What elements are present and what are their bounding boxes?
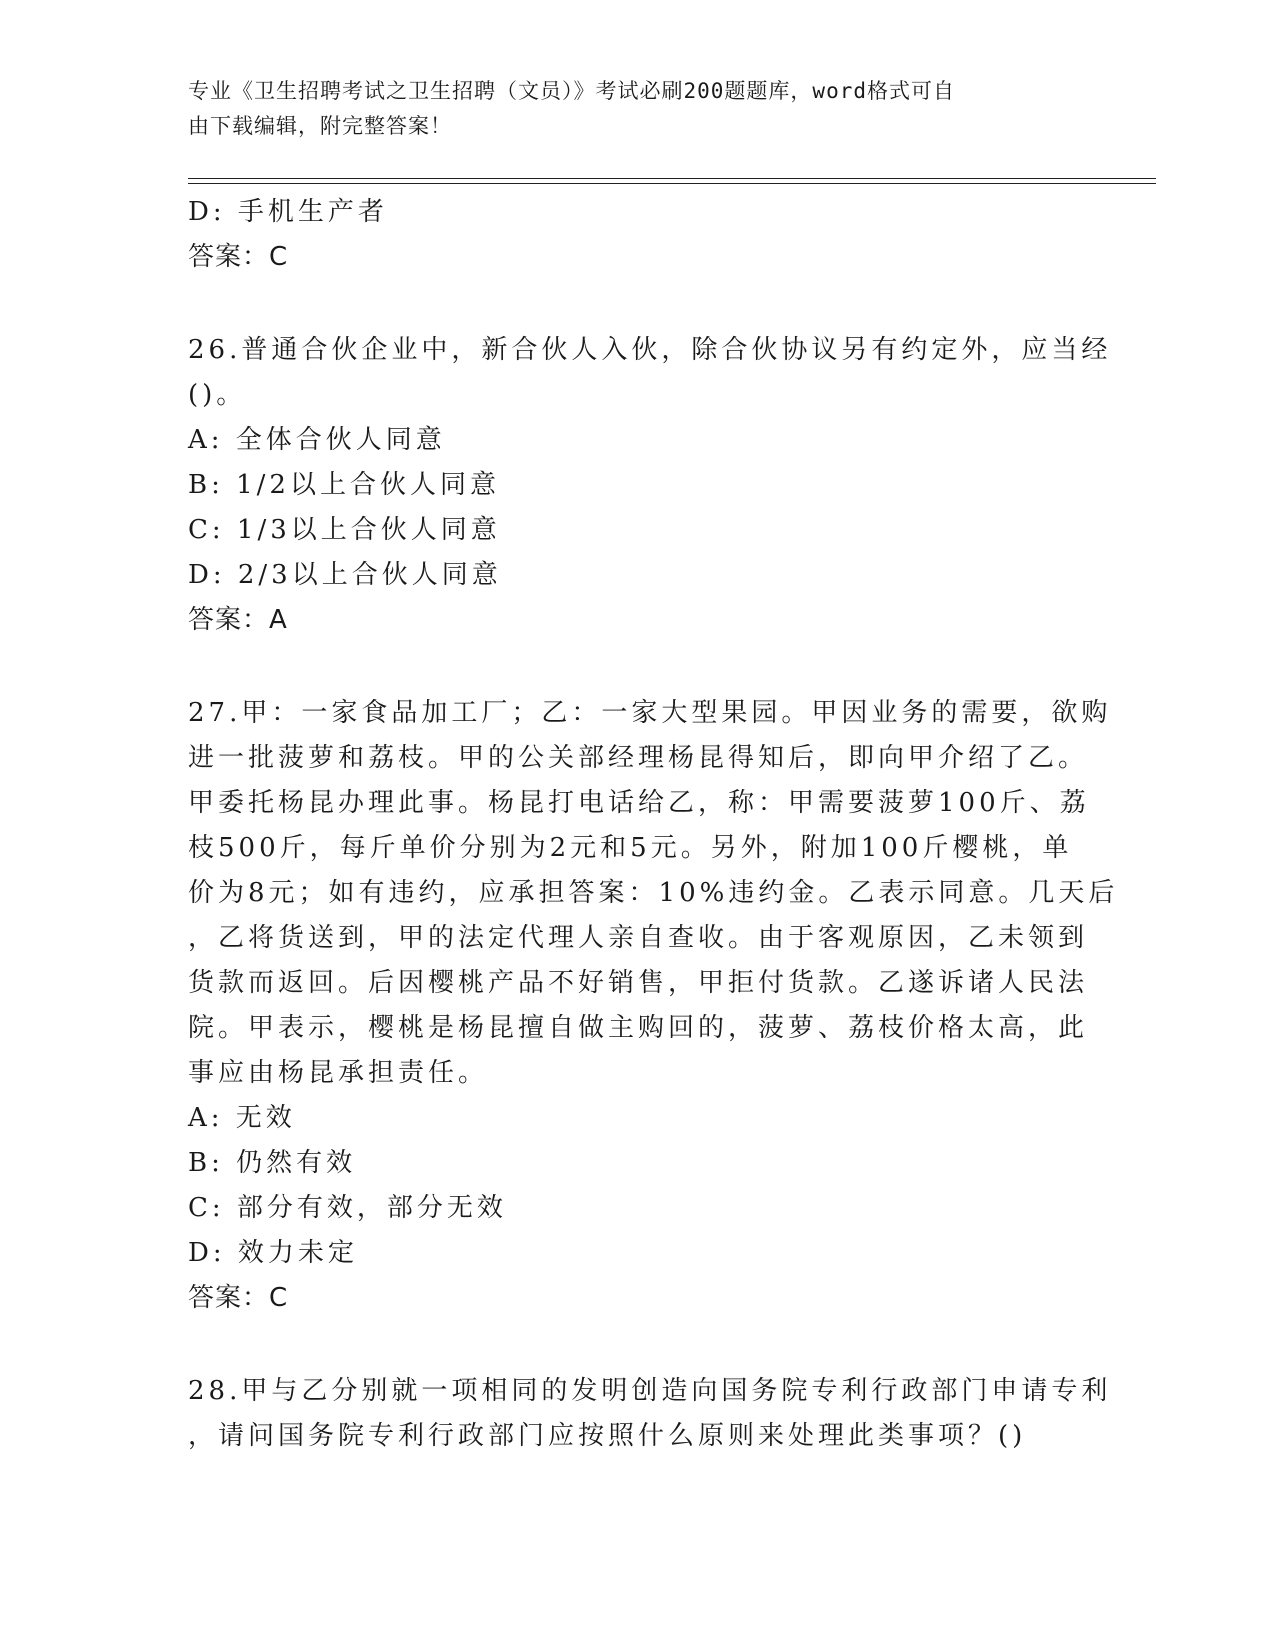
- q27-stem-line: 27.甲：一家食品加工厂；乙：一家大型果园。甲因业务的需要，欲购: [188, 698, 1112, 728]
- q27-stem-line: 事应由杨昆承担责任。: [188, 1058, 489, 1088]
- q27-stem-line: 进一批菠萝和荔枝。甲的公关部经理杨昆得知后，即向甲介绍了乙。: [188, 743, 1089, 773]
- question-28: [188, 1369, 1112, 1459]
- question-27: [188, 691, 1119, 1321]
- prev-option-d: D: 手机生产者: [188, 197, 388, 227]
- q27-stem-line: 价为8元；如有违约，应承担答案：10%违约金。乙表示同意。几天后: [188, 878, 1119, 908]
- spacer: [188, 1321, 1088, 1369]
- prev-answer: 答案：C: [188, 242, 289, 272]
- q28-stem-line: 28.甲与乙分别就一项相同的发明创造向国务院专利行政部门申请专利: [188, 1376, 1112, 1406]
- q27-stem-line: 院。甲表示，樱桃是杨昆擅自做主购回的，菠萝、荔枝价格太高，此: [188, 1013, 1089, 1043]
- question-26: [188, 328, 1112, 643]
- q26-option-a: A: 全体合伙人同意: [188, 425, 446, 455]
- spacer: [188, 643, 1088, 691]
- question-list: [188, 190, 1119, 1459]
- q26-stem-line: 26.普通合伙企业中，新合伙人入伙，除合伙协议另有约定外，应当经: [188, 335, 1112, 365]
- spacer: [188, 280, 1088, 328]
- header-line-1: 专业《卫生招聘考试之卫生招聘（文员）》考试必刷200题题库，word格式可自: [188, 79, 955, 103]
- q27-option-d: D: 效力未定: [188, 1238, 358, 1268]
- q26-option-d: D: 2/3以上合伙人同意: [188, 560, 502, 590]
- document-header: [188, 74, 1068, 144]
- q27-option-c: C: 部分有效，部分无效: [188, 1193, 507, 1223]
- q26-stem-line: ()。: [188, 380, 247, 410]
- q28-stem-line: ，请问国务院专利行政部门应按照什么原则来处理此类事项？(): [188, 1421, 1027, 1451]
- q26-option-c: C: 1/3以上合伙人同意: [188, 515, 501, 545]
- q27-stem-line: ，乙将货送到，甲的法定代理人亲自查收。由于客观原因，乙未领到: [188, 923, 1089, 953]
- q27-stem-line: 枝500斤，每斤单价分别为2元和5元。另外，附加100斤樱桃，单: [188, 833, 1073, 863]
- q27-answer: 答案：C: [188, 1283, 289, 1313]
- q27-option-a: A: 无效: [188, 1103, 296, 1133]
- header-rule-top: [188, 178, 1156, 179]
- q27-stem-line: 货款而返回。后因樱桃产品不好销售，甲拒付货款。乙遂诉诸人民法: [188, 968, 1089, 998]
- header-line-2: 由下载编辑，附完整答案！: [188, 114, 452, 138]
- q27-option-b: B: 仍然有效: [188, 1148, 357, 1178]
- q26-answer: 答案：A: [188, 605, 288, 635]
- q26-option-b: B: 1/2以上合伙人同意: [188, 470, 500, 500]
- header-rule-bottom: [188, 183, 1156, 184]
- q27-stem-line: 甲委托杨昆办理此事。杨昆打电话给乙，称：甲需要菠萝100斤、荔: [188, 788, 1090, 818]
